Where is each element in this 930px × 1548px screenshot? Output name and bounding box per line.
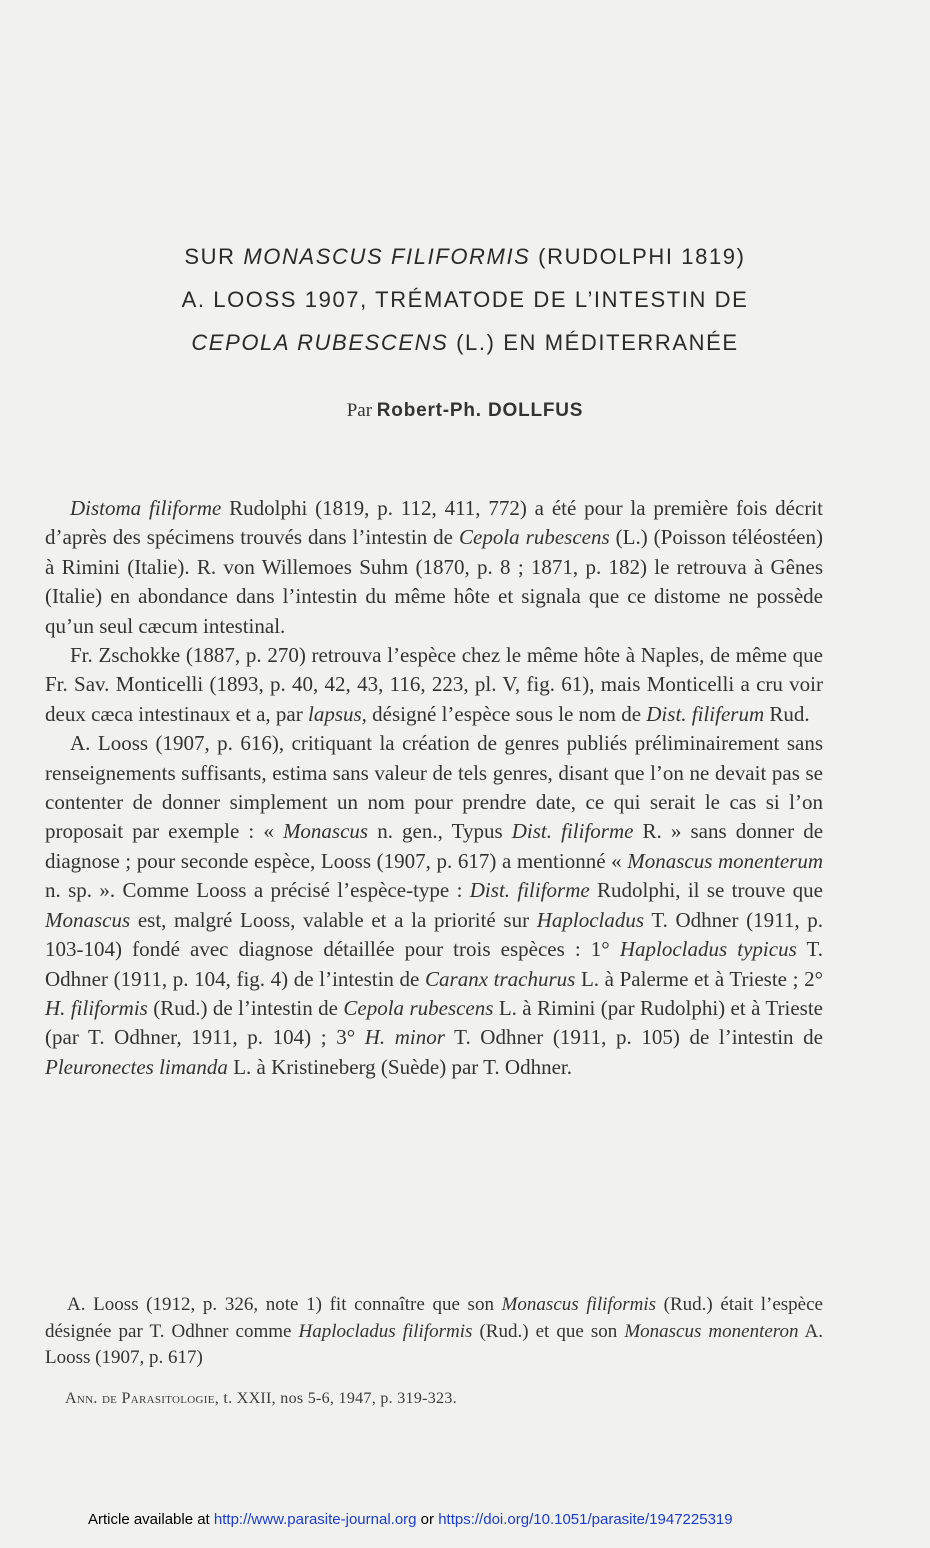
footnote-paragraph (45, 1292, 823, 1372)
italic-term: Haplocladus (536, 907, 645, 932)
italic-term: Pleuronectes limanda (45, 1054, 228, 1079)
title-text: A. LOOSS 1907, TRÉMATODE DE L’INTESTIN DE (181, 287, 749, 312)
italic-term: H. filiformis (45, 995, 148, 1020)
footnote-text: (Rud.) et que son (472, 1320, 625, 1342)
italic-term: Dist. filiferum (646, 701, 765, 726)
title-text: (L.) EN MÉDITERRANÉE (448, 330, 739, 355)
paragraph-text: est, malgré Looss, valable et a la priorité sur (130, 907, 537, 932)
paragraph-text: Rud. (764, 701, 810, 726)
title-line-2 (40, 278, 890, 321)
paragraph-text: Rudolphi, il se trouve que (589, 878, 823, 903)
italic-term: Cepola rubescens (343, 995, 494, 1020)
paragraph-text: R. » sans donner de diagnose ; pour seconde espèce, Looss (1907, p. 617) a mentionné « (45, 819, 824, 873)
article-body (45, 494, 823, 1082)
italic-term: Haplocladus filiformis (298, 1320, 473, 1342)
journal-reference (65, 1390, 457, 1408)
journal-link[interactable]: http://www.parasite-journal.org (213, 1511, 417, 1528)
italic-term: Monascus monenterum (627, 848, 823, 873)
title-text: SUR (184, 244, 244, 269)
title-host-species: CEPOLA RUBESCENS (191, 330, 449, 355)
italic-term: Dist. filiforme (511, 819, 634, 844)
paragraph-text: n. gen., Typus (368, 819, 512, 844)
italic-term: Monascus filiformis (501, 1294, 656, 1315)
author-line (0, 400, 930, 422)
italic-term: Distoma filiforme (70, 496, 222, 520)
footnote-text: A. Looss (1912, p. 326, note 1) fit connaître que son (67, 1294, 502, 1315)
paragraph-text: L. à Palerme et à Trieste ; 2° (575, 966, 823, 991)
italic-term: Haplocladus typicus (619, 937, 797, 962)
footnote (45, 1292, 823, 1372)
author-name: Robert-Ph. DOLLFUS (376, 400, 584, 421)
title-line-1 (40, 235, 890, 278)
paragraph-text: A. Looss (1907, p. 616), critiquant la création de genres publiés préliminairement sans renseignements suffisants, estima sans valeur de tels genres, disant que l’on ne devait pas se contenter de donner simplement un nom pour prendre date, ce qui serait le cas si l’on proposait par exemple : « (45, 731, 823, 844)
italic-term: Dist. filiforme (469, 878, 590, 903)
paragraph-text: T. Odhner (1911, p. 103-104) fondé avec diagnose détaillée pour trois espèces : 1° (45, 907, 823, 962)
paragraph-text: (L.) (Poisson téléostéen) à Rimini (Italie). R. von Willemoes Suhm (1870, p. 8 ; 1871, p. 182) le retrouva à Gênes (Italie) en abondance dans l’intestin du même hôte et signala que ce distome ne possède qu’un seul cæcum intestinal. (45, 525, 823, 638)
availability-prefix: Article available at (88, 1511, 214, 1528)
article-title (40, 235, 890, 364)
paragraph-2 (45, 641, 823, 729)
author-prefix: Par (346, 400, 377, 421)
footnote-text: A. Looss (1907, p. 617) (45, 1320, 823, 1369)
journal-volume-pages: , t. XXII, nos 5-6, 1947, p. 319-323. (214, 1390, 457, 1407)
availability-notice (88, 1511, 733, 1528)
paragraph-text: désigné l’espèce sous le nom de (366, 701, 647, 726)
paragraph-text: Rudolphi (1819, p. 112, 411, 772) a été pour la première fois décrit d’après des spécimens trouvés dans l’intestin de (45, 496, 823, 550)
footnote-text: (Rud.) était l’espèce désignée par T. Odhner comme (45, 1294, 823, 1342)
doi-link[interactable]: https://doi.org/10.1051/parasite/1947225319 (438, 1511, 733, 1528)
italic-term: Cepola rubescens (459, 525, 610, 550)
availability-middle: or (416, 1511, 439, 1528)
paragraph-text: T. Odhner (1911, p. 105) de l’intestin de (444, 1025, 823, 1050)
italic-term: Caranx trachurus (425, 966, 576, 991)
paragraph-text: L. à Rimini (par Rudolphi) et à Trieste (par T. Odhner, 1911, p. 104) ; 3° (45, 995, 824, 1050)
paragraph-text: L. à Kristineberg (Suède) par T. Odhner. (227, 1054, 573, 1079)
paragraph-text: (Rud.) de l’intestin de (147, 995, 344, 1020)
paragraph-3 (45, 729, 823, 1082)
italic-term: Monascus (45, 907, 131, 932)
italic-term: Monascus (282, 819, 369, 844)
title-text: (RUDOLPHI 1819) (530, 244, 746, 269)
journal-name: Ann. de Parasitologie (65, 1390, 215, 1407)
italic-term: Monascus monenteron (624, 1320, 799, 1342)
paragraph-text: n. sp. ». Comme Looss a précisé l’espèce-type : (45, 878, 470, 903)
italic-term: H. minor (364, 1025, 445, 1050)
paragraph-1 (45, 494, 823, 641)
title-line-3 (40, 321, 890, 364)
italic-term: lapsus, (307, 701, 367, 726)
paragraph-text: Fr. Zschokke (1887, p. 270) retrouva l’espèce chez le même hôte à Naples, de même que Fr. Sav. Monticelli (1893, p. 40, 42, 43, 116, 223, pl. V, fig. 61), mais Monticelli a cru voir deux cæca intestinaux et a, par (45, 643, 823, 726)
title-genus-species: MONASCUS FILIFORMIS (243, 244, 531, 269)
paragraph-text: T. Odhner (1911, p. 104, fig. 4) de l’intestin de (45, 937, 823, 991)
